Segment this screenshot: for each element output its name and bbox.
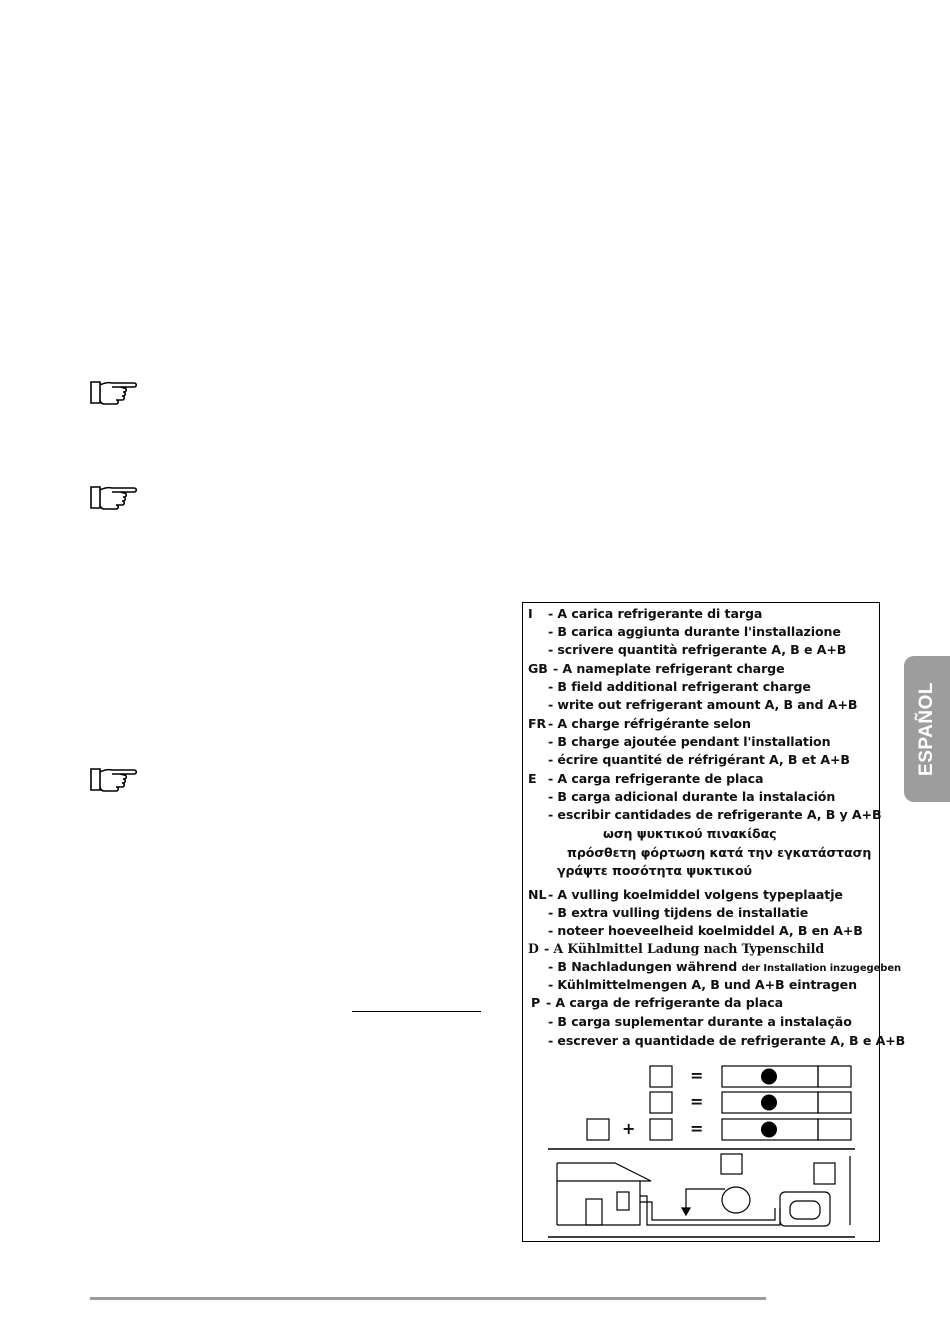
label-entry-d: D - A Kühlmittel Ladung nach Typenschild: [528, 941, 825, 956]
label-line: - B carga adicional durante la instalación: [548, 789, 836, 804]
label-line: - B field additional refrigerant charge: [548, 679, 811, 694]
entry-code: GB: [528, 661, 548, 676]
label-entry-i: I - A carica refrigerante di targa: [528, 606, 763, 621]
charge-dot: [761, 1095, 777, 1111]
label-entry-gb: GB - A nameplate refrigerant charge: [528, 661, 785, 676]
label-line: - scrivere quantità refrigerante A, B e A+B: [548, 642, 847, 657]
label-line: - B extra vulling tijdens de installatie: [548, 905, 809, 920]
entry-code: I: [528, 606, 533, 621]
label-line: - write out refrigerant amount A, B and A+B: [548, 697, 858, 712]
label-line: - Kühlmittelmengen A, B und A+B eintragen: [548, 977, 857, 992]
label-entry-p: P - A carga de refrigerante da placa: [531, 995, 783, 1010]
label-line-greek: ωση ψυκτικού πινακίδας: [603, 826, 777, 841]
charge-dot: [761, 1122, 777, 1138]
label-line: - écrire quantité de réfrigérant A, B et A+B: [548, 752, 850, 767]
label-entry-nl: NL - A vulling koelmiddel volgens typeplaatje: [528, 887, 843, 902]
entry-code: D: [528, 941, 539, 956]
label-line: - B Nachladungen während der Installation inzugegeben: [548, 959, 902, 974]
footer-rule: [90, 1297, 766, 1300]
label-line: - B carga suplementar durante a instalação: [548, 1014, 852, 1029]
charge-row-a: [650, 1066, 851, 1087]
label-entry-fr: FR - A charge réfrigérante selon: [528, 716, 751, 731]
label-entry-e: E - A carga refrigerante de placa: [528, 771, 764, 786]
label-line: - B charge ajoutée pendant l'installation: [548, 734, 831, 749]
label-line-greek: πρόσθετη φόρτωση κατά την εγκατάσταση: [567, 845, 872, 860]
language-side-tab: [904, 656, 950, 802]
language-side-tab-label: ESPAÑOL: [916, 682, 937, 776]
label-line: - escribir cantidades de refrigerante A, B y A+B: [548, 807, 882, 822]
plus-symbol: +: [622, 1119, 636, 1138]
label-line: - noteer hoeveelheid koelmiddel A, B en A+B: [548, 923, 863, 938]
equals-symbol: =: [690, 1066, 704, 1085]
label-line-greek: γράψτε ποσότητα ψυκτικού: [557, 863, 752, 878]
charge-dot: [761, 1069, 777, 1085]
entry-code: P: [531, 995, 541, 1010]
system-sketch: [548, 1149, 855, 1237]
label-line: - escrever a quantidade de refrigerante A, B e A+B: [548, 1033, 906, 1048]
entry-code: NL: [528, 887, 547, 902]
equals-symbol: =: [690, 1119, 704, 1138]
label-line: - B carica aggiunta durante l'installazione: [548, 624, 841, 639]
entry-code: E: [528, 771, 537, 786]
charge-row-b: [650, 1092, 851, 1113]
entry-code: FR: [528, 716, 547, 731]
equals-symbol: =: [690, 1092, 704, 1111]
